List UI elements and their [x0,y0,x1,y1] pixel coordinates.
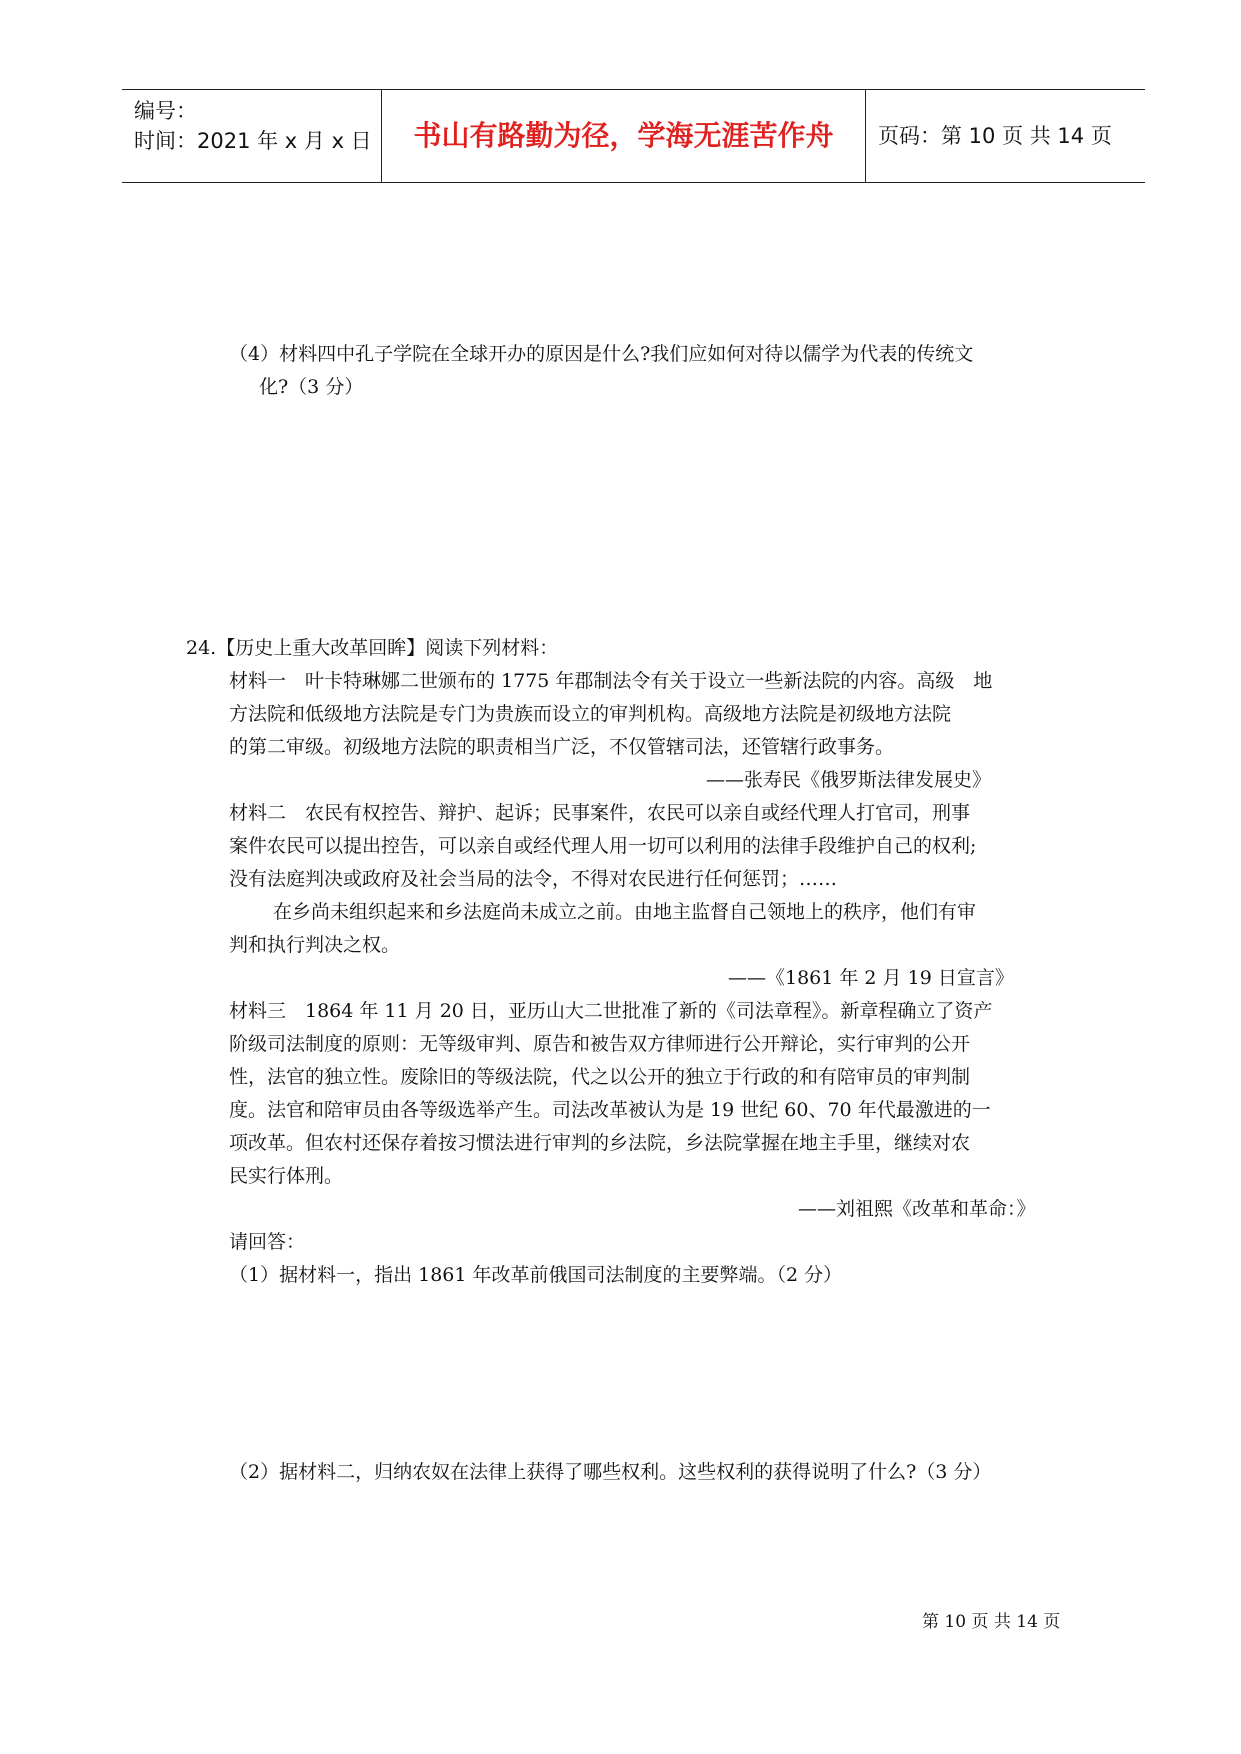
time-label: 时间：2021 年 x 月 x 日 [134,129,372,153]
material-line: 材料一 叶卡特琳娜二世颁布的 1775 年郡制法令有关于设立一些新法院的内容。高级 地 [229,670,993,692]
material-line: 民实行体刑。 [229,1165,344,1187]
material-line: 度。法官和陪审员由各等级选举产生。司法改革被认为是 19 世纪 60、70 年代最激进的一 [229,1099,991,1121]
header-divider [865,90,866,182]
sub-question: （1）据材料一，指出 1861 年改革前俄国司法制度的主要弊端。（2 分） [229,1264,843,1286]
number-label: 编号： [134,99,197,123]
header-page-info: 页码：第 10 页 共 14 页 [878,124,1112,148]
material-line: 方法院和低级地方法院是专门为贵族而设立的审判机构。高级地方法院是初级地方法院 [229,703,952,725]
material-line: 没有法庭判决或政府及社会当局的法令，不得对农民进行任何惩罚；…… [229,868,838,890]
material-source: ——《1861 年 2 月 19 日宣言》 [728,967,1014,989]
header-meta [134,96,372,156]
question-title: 24.【历史上重大改革回眸】阅读下列材料： [186,637,559,659]
material-line: 的第二审级。初级地方法院的职责相当广泛，不仅管辖司法，还管辖行政事务。 [229,736,895,758]
material-line: 阶级司法制度的原则：无等级审判、原告和被告双方律师进行公开辩论，实行审判的公开 [229,1033,971,1055]
material-line: 材料二 农民有权控告、辩护、起诉；民事案件，农民可以亲自或经代理人打官司，刑事 [229,802,971,824]
answer-prompt: 请回答： [229,1231,306,1253]
page-header [122,89,1145,183]
material-line: 材料三 1864 年 11 月 20 日，亚历山大二世批准了新的《司法章程》。新章程确立了资产 [229,1000,993,1022]
page-footer: 第 10 页 共 14 页 [922,1612,1061,1632]
material-line: 性，法官的独立性。废除旧的等级法院，代之以公开的独立于行政的和有陪审员的审判制 [229,1066,971,1088]
material-line: 项改革。但农村还保存着按习惯法进行审判的乡法院，乡法院掌握在地主手里，继续对农 [229,1132,971,1154]
question-line: （4）材料四中孔子学院在全球开办的原因是什么?我们应如何对待以儒学为代表的传统文 [229,343,974,365]
material-line: 判和执行判决之权。 [229,934,401,956]
header-motto: 书山有路勤为径，学海无涯苦作舟 [413,119,834,152]
question-line: 化?（3 分） [259,376,364,398]
sub-question: （2）据材料二，归纳农奴在法律上获得了哪些权利。这些权利的获得说明了什么?（3 分） [229,1461,992,1483]
material-source: ——刘祖熙《改革和革命：》 [798,1198,1036,1220]
material-source: ——张寿民《俄罗斯法律发展史》 [706,769,992,791]
material-line: 在乡尚未组织起来和乡法庭尚未成立之前。由地主监督自己领地上的秩序，他们有审 [273,901,977,923]
material-line: 案件农民可以提出控告，可以亲自或经代理人用一切可以利用的法律手段维护自己的权利; [229,835,977,857]
